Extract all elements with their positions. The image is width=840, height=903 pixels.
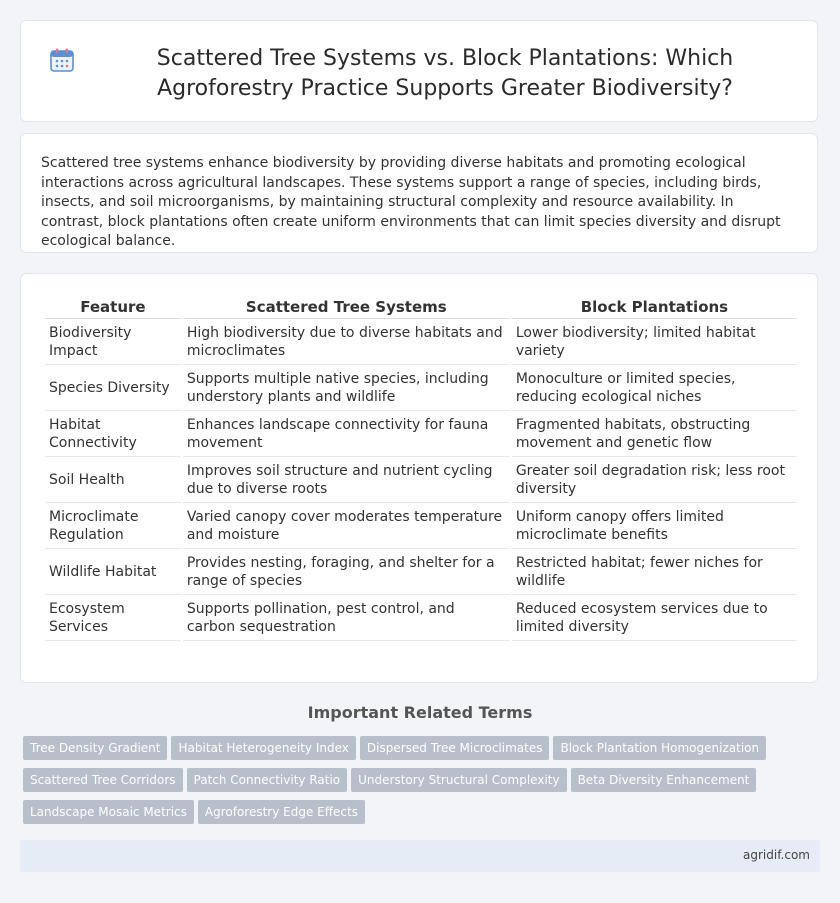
related-term-tag[interactable]: Agroforestry Edge Effects xyxy=(198,800,365,824)
block-cell: Lower biodiversity; limited habitat variety xyxy=(512,319,797,365)
related-term-tag[interactable]: Patch Connectivity Ratio xyxy=(187,768,348,792)
feature-cell: Ecosystem Services xyxy=(45,595,181,641)
related-term-tag[interactable]: Landscape Mosaic Metrics xyxy=(23,800,194,824)
block-cell: Restricted habitat; fewer niches for wildlife xyxy=(512,549,797,595)
feature-cell: Biodiversity Impact xyxy=(45,319,181,365)
related-term-tag[interactable]: Understory Structural Complexity xyxy=(351,768,566,792)
block-cell: Monoculture or limited species, reducing ecological niches xyxy=(512,365,797,411)
title-card xyxy=(20,20,818,122)
scattered-cell: High biodiversity due to diverse habitats and microclimates xyxy=(183,319,510,365)
related-term-tag[interactable]: Dispersed Tree Microclimates xyxy=(360,736,550,760)
table-row xyxy=(45,595,797,641)
table-row xyxy=(45,365,797,411)
table-row xyxy=(45,319,797,365)
related-term-tag[interactable]: Block Plantation Homogenization xyxy=(553,736,766,760)
related-terms-list xyxy=(23,736,823,832)
feature-cell: Wildlife Habitat xyxy=(45,549,181,595)
related-term-tag[interactable]: Beta Diversity Enhancement xyxy=(571,768,757,792)
table-row xyxy=(45,411,797,457)
scattered-cell: Supports pollination, pest control, and carbon sequestration xyxy=(183,595,510,641)
block-cell: Greater soil degradation risk; less root diversity xyxy=(512,457,797,503)
comparison-card xyxy=(20,273,818,683)
feature-cell: Habitat Connectivity xyxy=(45,411,181,457)
block-cell: Fragmented habitats, obstructing movement and genetic flow xyxy=(512,411,797,457)
header-feature: Feature xyxy=(45,297,181,319)
block-cell: Reduced ecosystem services due to limited diversity xyxy=(512,595,797,641)
scattered-cell: Supports multiple native species, including understory plants and wildlife xyxy=(183,365,510,411)
scattered-cell: Varied canopy cover moderates temperature and moisture xyxy=(183,503,510,549)
related-term-tag[interactable]: Habitat Heterogeneity Index xyxy=(171,736,355,760)
header-scattered-tree-systems: Scattered Tree Systems xyxy=(183,297,510,319)
scattered-cell: Enhances landscape connectivity for fauna movement xyxy=(183,411,510,457)
intro-paragraph: Scattered tree systems enhance biodiversity by providing diverse habitats and promoting ecological interactions across agricultural landscapes. These systems support a range of species, including birds, insects, and soil microorganisms, by maintaining structural complexity and resource availability. In contrast, block plantations often create uniform environments that can limit species diversity and disrupt ecological balance. xyxy=(41,155,781,249)
feature-cell: Species Diversity xyxy=(45,365,181,411)
table-row xyxy=(45,549,797,595)
scattered-cell: Improves soil structure and nutrient cycling due to diverse roots xyxy=(183,457,510,503)
footer xyxy=(20,840,820,872)
intro-card xyxy=(20,133,818,253)
related-terms-heading: Important Related Terms xyxy=(307,703,533,722)
page-title: Scattered Tree Systems vs. Block Plantations: Which Agroforestry Practice Supports Greater Biodiversity? xyxy=(156,46,734,101)
comparison-table xyxy=(43,297,799,641)
feature-cell: Soil Health xyxy=(45,457,181,503)
related-term-tag[interactable]: Tree Density Gradient xyxy=(23,736,167,760)
header-block-plantations: Block Plantations xyxy=(512,297,797,319)
footer-domain-link[interactable]: agridif.com xyxy=(743,848,810,862)
block-cell: Uniform canopy offers limited microclimate benefits xyxy=(512,503,797,549)
table-row xyxy=(45,457,797,503)
feature-cell: Microclimate Regulation xyxy=(45,503,181,549)
calendar-icon xyxy=(49,47,75,73)
scattered-cell: Provides nesting, foraging, and shelter for a range of species xyxy=(183,549,510,595)
table-header-row xyxy=(45,297,797,319)
table-row xyxy=(45,503,797,549)
related-term-tag[interactable]: Scattered Tree Corridors xyxy=(23,768,183,792)
